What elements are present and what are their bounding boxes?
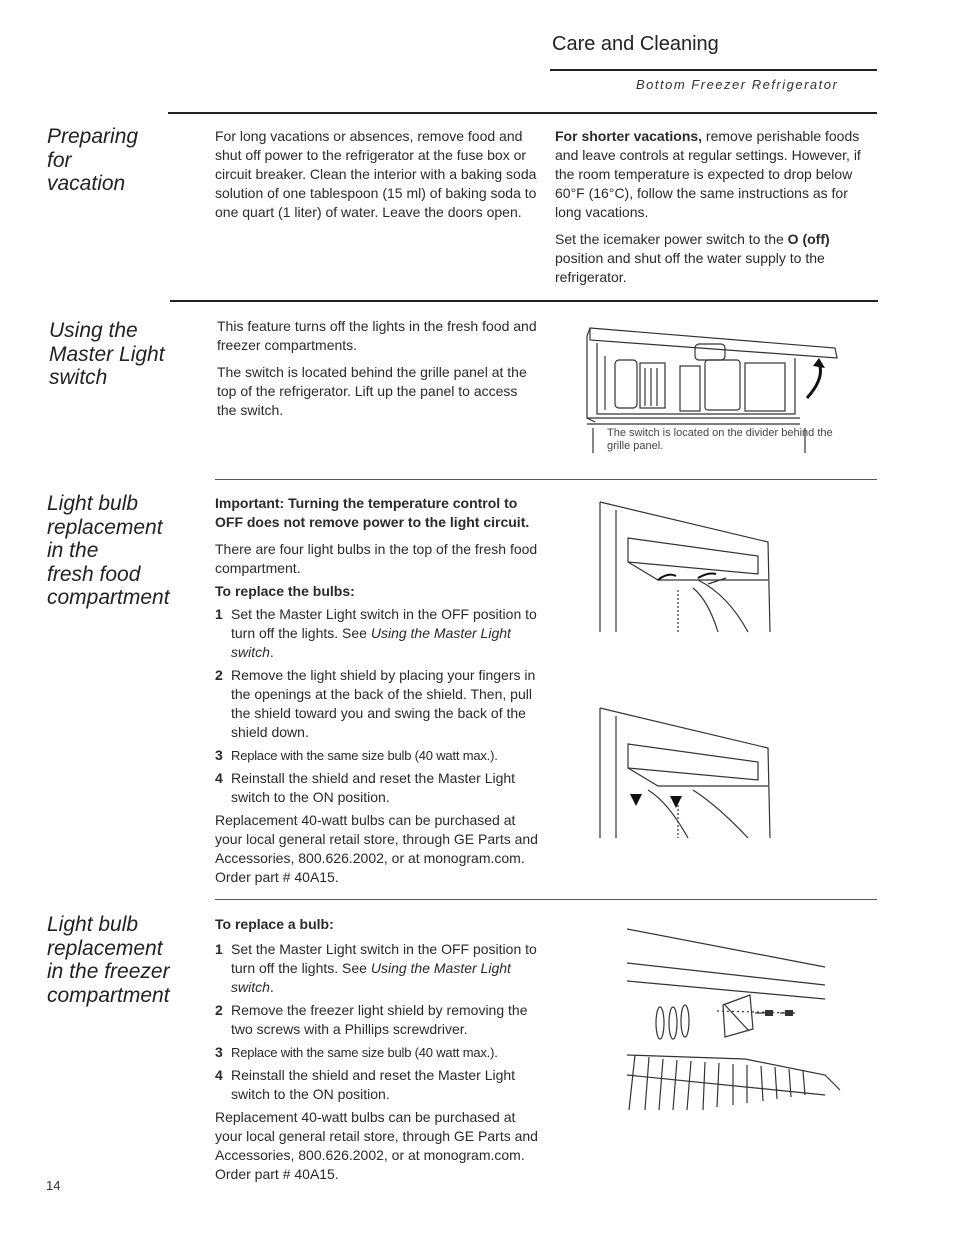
- section-divider-vacation: [168, 112, 877, 114]
- section-divider-master-light: [170, 300, 878, 302]
- master-light-figure-caption: The switch is located on the divider behind the grille panel.: [607, 427, 833, 452]
- freezer-light-shield-illustration: [625, 925, 845, 1115]
- fresh-food-step-2: 2 Remove the light shield by placing your fingers in the openings at the back of the shield. Then, pull the shield toward you and swing the back of the shield down.: [215, 667, 536, 740]
- fresh-food-step-3: 3 Replace with the same size bulb (40 watt max.).: [215, 747, 498, 763]
- freezer-step-2: 2 Remove the freezer light shield by removing the two screws with a Phillips screwdriver.: [215, 1002, 528, 1037]
- section-title-freezer: Light bulb replacement in the freezer compartment: [47, 913, 170, 1007]
- fresh-food-step-1: 1 Set the Master Light switch in the OFF position to turn off the lights. See Using the Master Light switch.: [215, 606, 537, 660]
- header-divider: [550, 69, 877, 71]
- vacation-long-paragraph: For long vacations or absences, remove food and shut off power to the refrigerator at the fuse box or circuit breaker. Clean the interior with a baking soda solution of one tablespoon (15 ml) of baking soda to one quart (1 liter) of water. Leave the doors open.: [215, 128, 537, 220]
- page-number: 14: [46, 1178, 61, 1193]
- vacation-short-paragraph: For shorter vacations, remove perishable foods and leave controls at regular settings. However, if the room temperature is expected to drop below 60°F (16°C), follow the same instructions as for long vacations. Set the icemaker power switch to the O (off) position and shut off the water supply to the refrigerator.: [555, 128, 861, 285]
- light-shield-removal-illustration-2: [598, 706, 788, 841]
- freezer-step-1: 1 Set the Master Light switch in the OFF position to turn off the lights. See Using the Master Light switch.: [215, 941, 537, 995]
- section-divider-fresh-food: [215, 479, 877, 480]
- section-title-fresh-food: Light bulb replacement in the fresh food compartment: [47, 492, 170, 609]
- section-divider-freezer: [215, 899, 877, 900]
- freezer-step-3: 3 Replace with the same size bulb (40 watt max.).: [215, 1044, 498, 1060]
- fresh-food-instructions: Important: Turning the temperature control to OFF does not remove power to the light circuit. There are four light bulbs in the top of the fresh food compartment. To replace the bulbs: 1 Set the Master Light switch in the OFF position to turn off the lights. See Using the Master Light switch. 2 Remove the light shield by placing your fingers in the openings at the back of the shield. Then, pull the shield toward you and swing the back of the shield down. 3 Replace with the same size bulb (40 watt max.). 4 Reinstall the shield and reset the Master Light switch to the ON position. Replacement 40-watt bulbs can be purchased at your local general retail store, through GE Parts and Accessories, 800.626.2002, or at monogram.com. Order part # 40A15.: [215, 494, 540, 895]
- master-light-text: This feature turns off the lights in the fresh food and freezer compartments. The switch is located behind the grille panel at the top of the refrigerator. Lift up the panel to access the switch.: [217, 318, 537, 418]
- page-header-title: Care and Cleaning: [552, 33, 719, 55]
- freezer-instructions: To replace a bulb: 1 Set the Master Light switch in the OFF position to turn off the lights. See Using the Master Light switch. 2 Remove the freezer light shield by removing the two screws with a Phillips screwdriver. 3 Replace with the same size bulb (40 watt max.). 4 Reinstall the shield and reset the Master Light switch to the ON position. Replacement 40-watt bulbs can be purchased at your local general retail store, through GE Parts and Accessories, 800.626.2002, or at monogram.com. Order part # 40A15.: [215, 915, 540, 1192]
- section-title-master-light: Using the Master Light switch: [49, 319, 165, 389]
- fresh-food-step-4: 4 Reinstall the shield and reset the Master Light switch to the ON position.: [215, 770, 516, 805]
- light-shield-removal-illustration-1: [598, 500, 788, 635]
- section-title-vacation: Preparing for vacation: [47, 125, 139, 195]
- freezer-step-4: 4 Reinstall the shield and reset the Master Light switch to the ON position.: [215, 1067, 516, 1102]
- page-header-subtitle: Bottom Freezer Refrigerator: [636, 77, 839, 92]
